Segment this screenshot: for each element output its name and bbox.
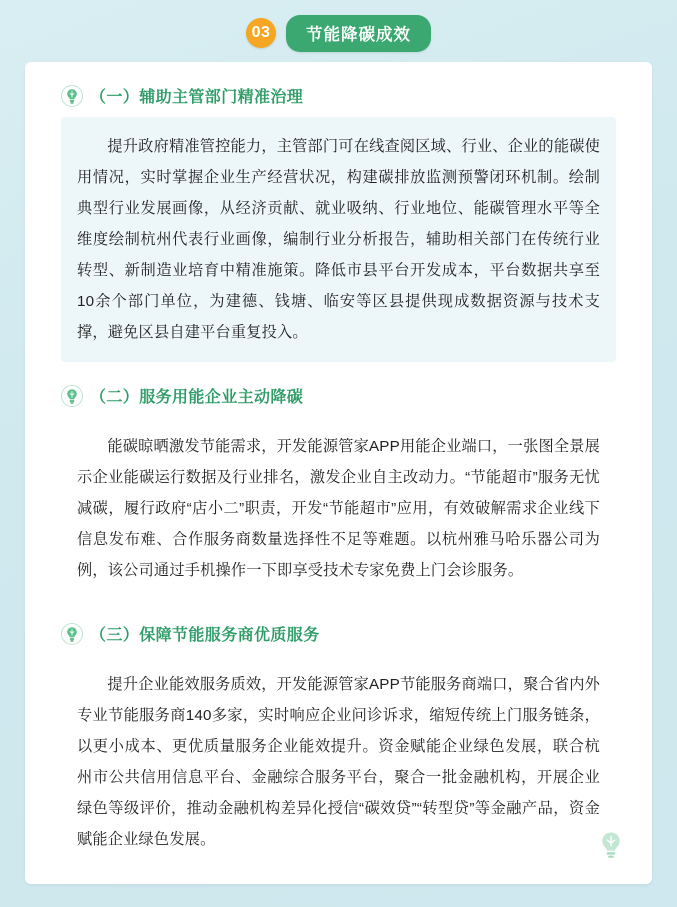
section-three-heading (47, 622, 630, 645)
section-two (25, 384, 652, 600)
section-number-badge: 03 (246, 18, 276, 48)
section-three-title: （三）保障节能服务商优质服务 (90, 627, 320, 644)
section-one-title: （一）辅助主管部门精准治理 (90, 89, 304, 106)
section-header (0, 0, 677, 48)
content-card (25, 62, 652, 884)
section-two-title: （二）服务用能企业主动降碳 (90, 389, 304, 406)
section-three-body-box (61, 655, 616, 869)
section-two-body-box (61, 417, 616, 600)
lightbulb-icon (61, 385, 83, 407)
page-title: 节能降碳成效 (286, 15, 431, 52)
section-three-body: 提升企业能效服务质效，开发能源管家APP节能服务商端口，聚合省内外专业节能服务商140多家，实时响应企业问诊诉求，缩短传统上门服务链条，以更小成本、更优质量服务企业能效提升。资金赋能企业绿色发展，联合杭州市公共信用信息平台、金融综合服务平台，聚合一批金融机构，开展企业绿色等级评价，推动金融机构差异化授信“碳效贷”“转型贷”等金融产品，资金赋能企业绿色发展。 (77, 676, 601, 848)
section-one (25, 84, 652, 362)
footer-lightbulb-icon (598, 830, 624, 860)
section-two-body: 能碳晾晒激发节能需求，开发能源管家APP用能企业端口，一张图全景展示企业能碳运行数据及行业排名，激发企业自主改动力。“节能超市”服务无忧减碳，履行政府“店小二”职责，开发“节能超市”应用，有效破解需求企业线下信息发布难、合作服务商数量选择性不足等难题。以杭州雅马哈乐器公司为例，该公司通过手机操作一下即享受技术专家免费上门会诊服务。 (77, 438, 601, 579)
lightbulb-icon (61, 623, 83, 645)
lightbulb-icon (61, 85, 83, 107)
section-one-heading (47, 84, 630, 107)
section-one-body: 提升政府精准管控能力，主管部门可在线查阅区域、行业、企业的能碳使用情况，实时掌握企业生产经营状况，构建碳排放监测预警闭环机制。绘制典型行业发展画像，从经济贡献、就业吸纳、行业地位、能碳管理水平等全维度绘制杭州代表行业画像，编制行业分析报告，辅助相关部门在传统行业转型、新制造业培育中精准施策。降低市县平台开发成本，平台数据共享至10余个部门单位，为建德、钱塘、临安等区县提供现成数据资源与技术支撑，避免区县自建平台重复投入。 (77, 138, 600, 341)
section-three (25, 622, 652, 869)
section-one-body-box (61, 117, 616, 362)
section-two-heading (47, 384, 630, 407)
